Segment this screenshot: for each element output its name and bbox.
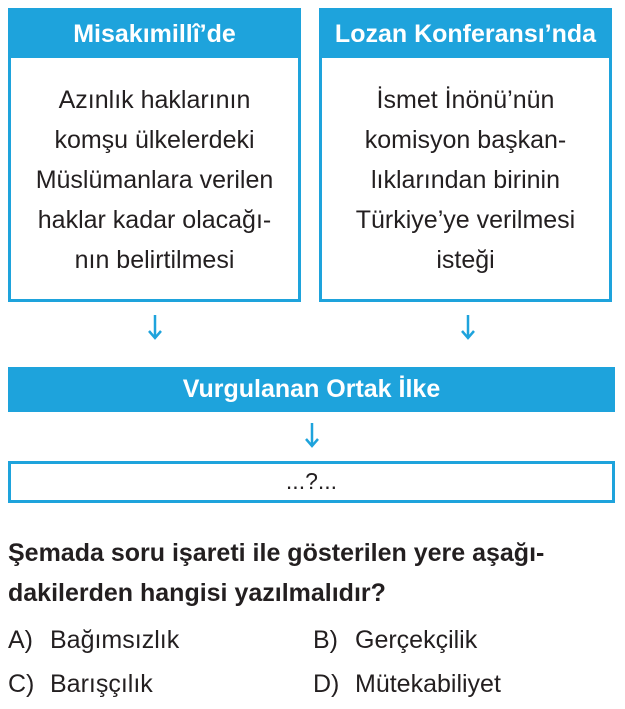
lozan-line-4: Türkiye’ye verilmesi [355, 206, 576, 234]
arrow-down-icon [458, 314, 478, 342]
misakimilli-line-2: komşu ülkelerdeki [54, 126, 255, 154]
misakimilli-line-4: haklar kadar olacağı- [37, 206, 272, 234]
lozan-line-2: komisyon başkan- [364, 126, 567, 154]
lozan-card [319, 8, 612, 302]
option-c-letter: C) [8, 670, 35, 698]
option-b-text: Gerçekçilik [355, 626, 478, 654]
option-c[interactable] [8, 669, 153, 699]
option-a-text: Bağımsızlık [50, 626, 180, 654]
option-a[interactable] [8, 625, 179, 655]
question-line-2: dakilerden hangisi yazılmalıdır? [8, 579, 386, 607]
option-d-text: Mütekabiliyet [355, 670, 501, 698]
misakimilli-line-3: Müslümanlara verilen [35, 166, 274, 194]
option-c-text: Barışçılık [50, 670, 153, 698]
option-d[interactable] [313, 669, 501, 699]
misakimilli-line-1: Azınlık haklarının [58, 86, 251, 114]
question-text [8, 533, 620, 613]
option-b-letter: B) [313, 626, 338, 654]
misakimilli-card-text [11, 58, 298, 280]
lozan-line-5: isteği [436, 246, 495, 274]
arrow-down-icon [302, 422, 322, 450]
option-a-letter: A) [8, 626, 33, 654]
misakimilli-line-5: nın belirtilmesi [74, 246, 235, 274]
question-line-1: Şemada soru işareti ile gösterilen yere aşağı- [8, 539, 545, 567]
lozan-card-title: Lozan Konferansı’nda [322, 11, 609, 58]
misakimilli-card-title: Misakımillî’de [11, 11, 298, 58]
common-principle-banner: Vurgulanan Ortak İlke [8, 367, 615, 412]
lozan-line-3: lıklarından birinin [371, 166, 560, 194]
option-d-letter: D) [313, 670, 340, 698]
misakimilli-card [8, 8, 301, 302]
arrow-down-icon [145, 314, 165, 342]
answer-placeholder-box [8, 461, 615, 503]
answer-placeholder: ...?... [285, 468, 338, 494]
lozan-line-1: İsmet İnönü’nün [376, 86, 555, 114]
option-b[interactable] [313, 625, 477, 655]
lozan-card-text [322, 58, 609, 280]
